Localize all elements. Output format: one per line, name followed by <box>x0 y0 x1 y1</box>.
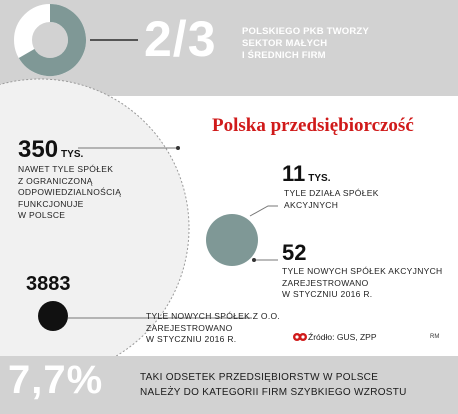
caption-line: AKCYJNYCH <box>284 199 339 210</box>
footer-caption-line: TAKI ODSETEK PRZEDSIĘBIORSTW W POLSCE <box>140 372 379 383</box>
connector-11 <box>250 206 278 216</box>
footer-value: 7,7% <box>8 358 104 402</box>
infographic-title: Polska przedsiębiorczość <box>212 115 414 136</box>
caption-line: W STYCZNIU 2016 R. <box>282 289 373 299</box>
caption-line: Z OGRANICZONĄ <box>18 175 93 186</box>
connector-350-dot <box>176 146 180 150</box>
fraction-caption-line: POLSKIEGO PKB TWORZY <box>242 26 369 37</box>
fraction-caption-line: SEKTOR MAŁYCH <box>242 38 328 49</box>
rm-mark: RM <box>430 334 440 340</box>
stat-350-caption <box>18 164 121 222</box>
caption-line: TYLE DZIAŁA SPÓŁEK <box>284 188 379 198</box>
fraction-caption-line: I ŚREDNICH FIRM <box>242 50 326 61</box>
caption-line: ODPOWIEDZIALNOŚCIĄ <box>18 187 122 197</box>
stat-3883-caption <box>146 311 280 346</box>
caption-line: TYLE NOWYCH SPÓŁEK Z O.O. <box>146 311 281 321</box>
caption-line: W POLSCE <box>18 210 66 220</box>
stat-52-value: 52 <box>282 240 307 265</box>
caption-line: TYLE NOWYCH SPÓŁEK AKCYJNYCH <box>282 266 443 276</box>
caption-line: NAWET TYLE SPÓŁEK <box>18 164 114 174</box>
stat-11-value <box>282 163 331 185</box>
stat-350-value <box>18 138 83 162</box>
stat-350-unit: TYS. <box>61 149 84 160</box>
fraction-value: 2/3 <box>144 11 217 67</box>
stat-11-number: 11 <box>282 161 306 186</box>
publisher-logo-icon <box>293 331 307 343</box>
footer-caption-line: NALEŻY DO KATEGORII FIRM SZYBKIEGO WZROSTU <box>140 387 407 398</box>
footer-caption <box>140 370 407 400</box>
stat-3883-value: 3883 <box>26 273 71 295</box>
stat-52-caption <box>282 266 443 301</box>
fraction-caption <box>242 26 369 62</box>
connector-52-dot <box>252 258 256 262</box>
stat-11-unit: TYS. <box>308 173 331 184</box>
medium-circle <box>206 214 258 266</box>
donut-chart <box>23 13 77 67</box>
stat-350-number: 350 <box>18 136 59 163</box>
stat-11-caption <box>284 188 379 211</box>
caption-line: ZAREJESTROWANO <box>146 322 233 333</box>
caption-line: ZAREJESTROWANO <box>282 277 369 288</box>
small-circle <box>38 301 68 331</box>
caption-line: FUNKCJONUJE <box>18 198 84 209</box>
source-note: Źródło: GUS, ZPP <box>308 332 377 342</box>
caption-line: W STYCZNIU 2016 R. <box>146 334 237 344</box>
